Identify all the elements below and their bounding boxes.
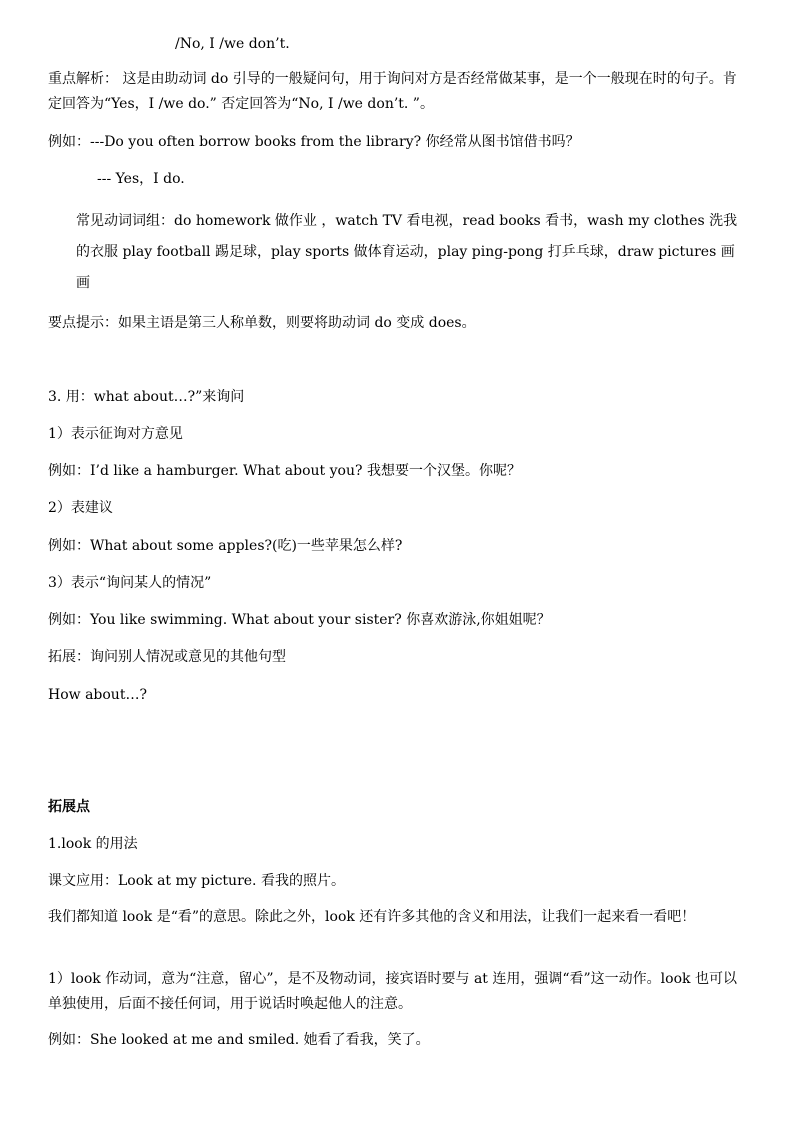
example-2-line: 例如：What about some apples?(吃)一些苹果怎么样? — [48, 538, 403, 554]
example-answer-line: --- Yes，I do. — [97, 171, 185, 187]
answer-negative-line: /No, I /we don’t. — [175, 36, 290, 52]
extension-points-heading: 拓展点 — [48, 799, 90, 815]
example-1-line: 例如：I’d like a hamburger. What about you? 我想要一个汉堡。你呢？ — [48, 463, 521, 479]
point-2-line: 2）表建议 — [48, 500, 113, 516]
look-usage-heading: 1.look 的用法 — [48, 836, 138, 852]
example-question-line: 例如：---Do you often borrow books from the library? 你经常从图书馆借书吗？ — [48, 134, 580, 150]
example-3-line: 例如：You like swimming. What about your sister? 你喜欢游泳,你姐姐呢？ — [48, 612, 551, 628]
how-about-line: How about…? — [48, 687, 147, 703]
point-3-line: 3）表示“询问某人的情况” — [48, 575, 212, 591]
common-verb-phrases-paragraph: 常见动词词组：do homework 做作业 ，watch TV 看电视，read books 看书，wash my clothes 洗我的衣服 play football 踢足球，play sports 做体育运动，play ping-pong 打乒乓球，draw pictures 画画 — [76, 213, 738, 291]
look-intro-paragraph: 我们都知道 look 是“看”的意思。除此之外，look 还有许多其他的含义和用法，让我们一起来看一看吧！ — [48, 909, 696, 925]
look-meaning-paragraph: 1）look 作动词，意为“注意，留心”，是不及物动词，接宾语时要与 at 连用，强调“看”这一动作。look 也可以单独使用，后面不接任何词，用于说话时唤起他人的注意。 — [48, 971, 737, 1012]
section-3-heading: 3. 用：what about…?”来询问 — [48, 389, 245, 405]
text-application-line: 课文应用：Look at my picture. 看我的照片。 — [48, 873, 345, 889]
extension-line: 拓展：询问别人情况或意见的其他句型 — [48, 649, 286, 665]
key-analysis-paragraph: 重点解析： 这是由助动词 do 引导的一般疑问句，用于询问对方是否经常做某事，是一个一般现在时的句子。肯定回答为“Yes，I /we do.” 否定回答为“No, I /we don’t. ”。 — [48, 71, 737, 112]
tip-line: 要点提示：如果主语是第三人称单数，则要将助动词 do 变成 does。 — [48, 315, 476, 331]
look-example-line: 例如：She looked at me and smiled. 她看了看我，笑了。 — [48, 1032, 430, 1048]
point-1-line: 1）表示征询对方意见 — [48, 426, 183, 442]
